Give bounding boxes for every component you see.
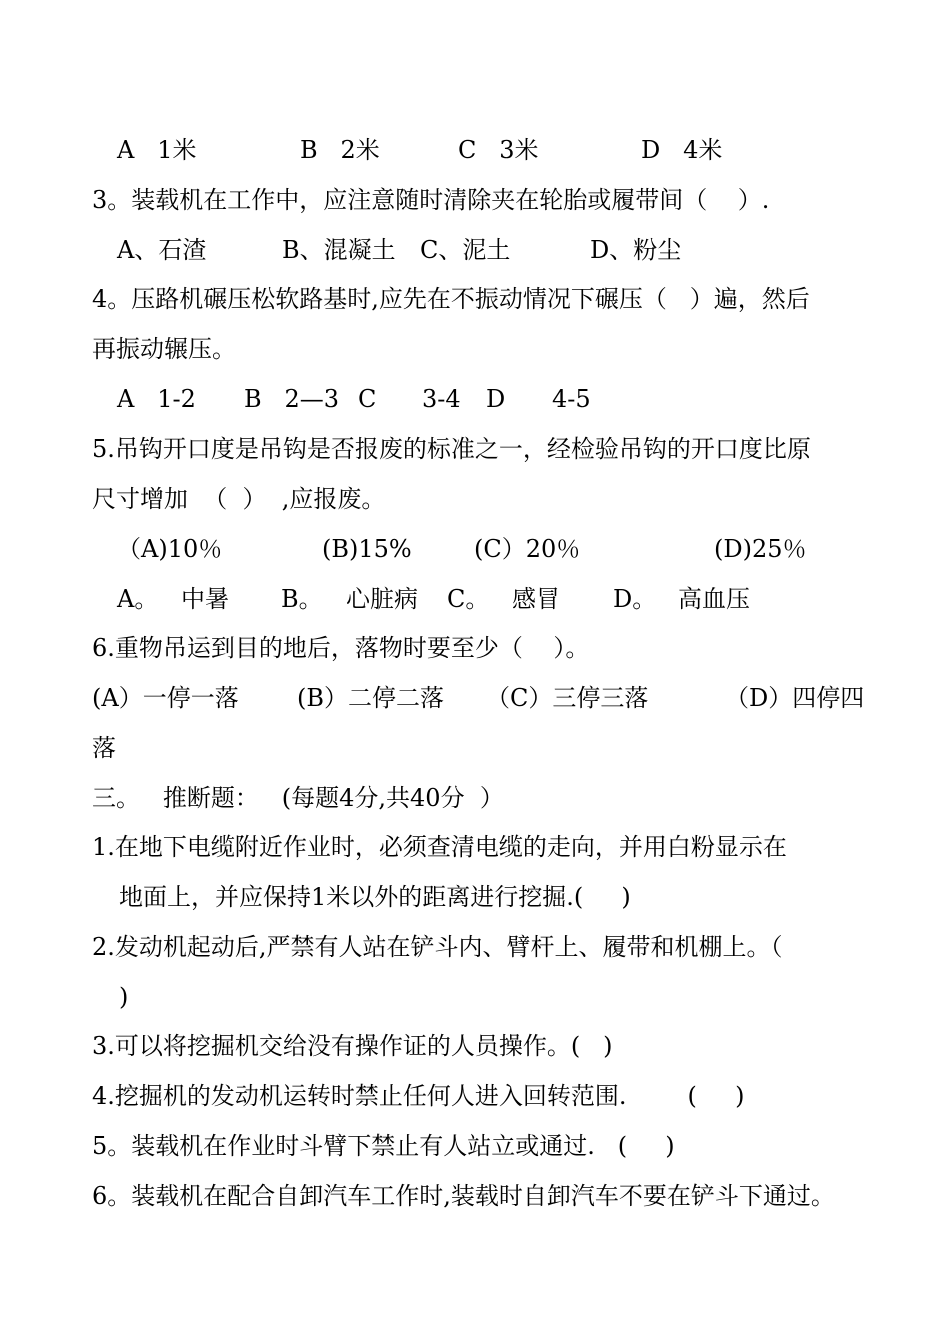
q6-option-b: (B）二停二落 bbox=[297, 684, 444, 712]
q3-stem: 3。装载机在工作中，应注意随时清除夹在轮胎或履带间（ ）. bbox=[92, 186, 770, 214]
tf-q2-line2: ) bbox=[119, 983, 129, 1011]
q3-option-c: C、泥土 bbox=[420, 236, 511, 264]
q4-stem-line1: 4。压路机碾压松软路基时,应先在不振动情况下碾压（ ）遍，然后 bbox=[92, 285, 810, 313]
section-3-heading: 三。 推断题： (每题4分,共40分 ） bbox=[92, 784, 504, 812]
q4-option-b: B 2—3 bbox=[244, 385, 340, 413]
q5-stem-line1: 5.吊钩开口度是吊钩是否报废的标准之一，经检验吊钩的开口度比原 bbox=[92, 435, 811, 463]
q4-option-d-letter: D bbox=[486, 385, 506, 413]
q5-option-c: (C）20％ bbox=[474, 535, 581, 563]
q6-option-d-continuation: 落 bbox=[92, 734, 116, 762]
q6-option-d: （D）四停四 bbox=[725, 684, 865, 712]
q6-option-a: (A）一停一落 bbox=[92, 684, 239, 712]
q2-option-c: C 3米 bbox=[458, 136, 539, 164]
extra-option-a-letter: A。 bbox=[117, 585, 159, 613]
q2-option-d: D 4米 bbox=[641, 136, 723, 164]
extra-option-c-letter: C。 bbox=[447, 585, 490, 613]
q4-option-a: A 1-2 bbox=[117, 385, 196, 413]
extra-option-c-text: 感冒 bbox=[512, 585, 560, 613]
extra-option-b-letter: B。 bbox=[281, 585, 323, 613]
tf-q5: 5。装载机在作业时斗臂下禁止有人站立或通过. ( ) bbox=[92, 1132, 675, 1160]
extra-option-a-text: 中暑 bbox=[181, 585, 229, 613]
q5-stem-line2: 尺寸增加 （ ） ,应报废。 bbox=[92, 485, 386, 513]
q6-option-c: （C）三停三落 bbox=[486, 684, 649, 712]
extra-option-d-text: 高血压 bbox=[678, 585, 750, 613]
tf-q1-line2: 地面上，并应保持1米以外的距离进行挖掘.( ) bbox=[119, 883, 631, 911]
tf-q1-line1: 1.在地下电缆附近作业时，必须查清电缆的走向，并用白粉显示在 bbox=[92, 833, 787, 861]
q3-option-b: B、混凝土 bbox=[282, 236, 396, 264]
tf-q2-line1: 2.发动机起动后,严禁有人站在铲斗内、臂杆上、履带和机棚上。（ bbox=[92, 933, 783, 961]
tf-q6: 6。装载机在配合自卸汽车工作时,装载时自卸汽车不要在铲斗下通过。 bbox=[92, 1182, 835, 1210]
q4-option-d-value: 4-5 bbox=[552, 385, 591, 413]
q5-option-b: (B)15% bbox=[322, 535, 412, 563]
tf-q4: 4.挖掘机的发动机运转时禁止任何人进入回转范围. ( ) bbox=[92, 1082, 745, 1110]
q4-option-c-letter: C bbox=[358, 385, 377, 413]
q4-stem-line2: 再振动辗压。 bbox=[92, 335, 236, 363]
q4-option-c-value: 3-4 bbox=[422, 385, 461, 413]
q3-option-a: A、石渣 bbox=[117, 236, 207, 264]
tf-q3: 3.可以将挖掘机交给没有操作证的人员操作。( ) bbox=[92, 1032, 613, 1060]
q2-option-b: B 2米 bbox=[300, 136, 380, 164]
q5-option-a: （A)10％ bbox=[117, 535, 223, 563]
q2-option-a: A 1米 bbox=[117, 136, 197, 164]
q5-option-d: (D)25％ bbox=[714, 535, 807, 563]
q3-option-d: D、粉尘 bbox=[590, 236, 682, 264]
q6-stem: 6.重物吊运到目的地后，落物时要至少（ ）。 bbox=[92, 634, 590, 662]
extra-option-d-letter: D。 bbox=[613, 585, 657, 613]
extra-option-b-text: 心脏病 bbox=[346, 585, 418, 613]
